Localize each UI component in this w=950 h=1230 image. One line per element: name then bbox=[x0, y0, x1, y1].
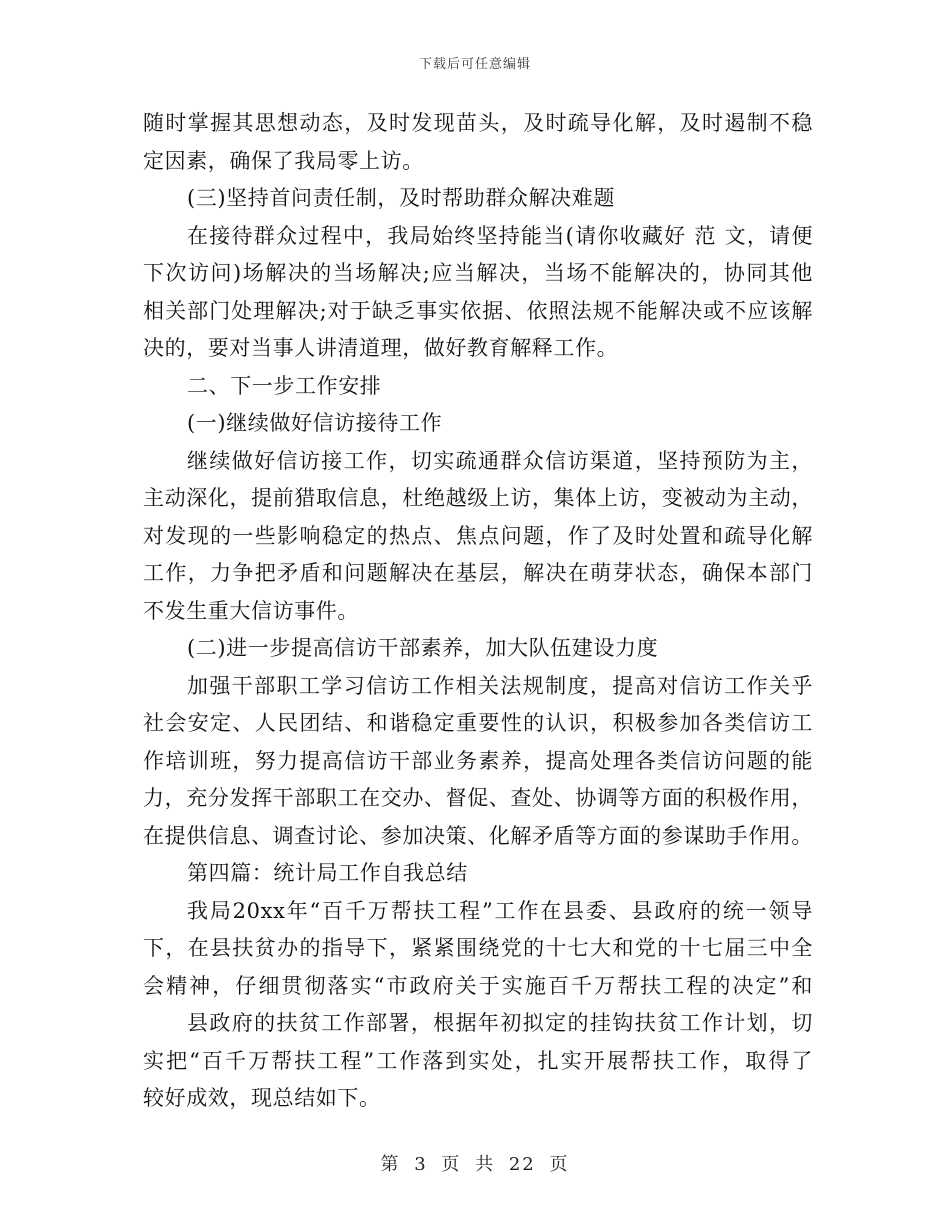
text-line: 下次访问)场解决的当场解决;应当解决，当场不能解决的，协同其他 bbox=[143, 261, 813, 285]
text-line: 下，在县扶贫办的指导下，紧紧围绕党的十七大和党的十七届三中全 bbox=[143, 936, 813, 960]
text-line: 加强干部职工学习信访工作相关法规制度，提高对信访工作关乎 bbox=[187, 673, 813, 698]
text-line: 会精神，仔细贯彻落实“市政府关于实施百千万帮扶工程的决定”和 bbox=[143, 973, 813, 998]
page-header-note: 下载后可任意编辑 bbox=[418, 57, 531, 72]
text-line: 决的，要对当事人讲清道理，做好教育解释工作。 bbox=[143, 336, 619, 360]
text-line: 定因素，确保了我局零上访。 bbox=[143, 148, 424, 173]
text-line: 主动深化，提前猎取信息，杜绝越级上访，集体上访，变被动为主动， bbox=[143, 486, 813, 510]
text-line: 实把“百千万帮扶工程”工作落到实处，扎实开展帮扶工作，取得了 bbox=[143, 1048, 813, 1073]
text-line: 不发生重大信访事件。 bbox=[143, 598, 359, 623]
text-line: 县政府的扶贫工作部署，根据年初拟定的挂钩扶贫工作计划，切 bbox=[187, 1011, 813, 1035]
document-body bbox=[143, 105, 813, 1118]
text-line: 对发现的一些影响稳定的热点、焦点问题，作了及时处置和疏导化解 bbox=[143, 523, 813, 548]
article-title: 第四篇：统计局工作自我总结 bbox=[187, 861, 468, 885]
text-line: 较好成效，现总结如下。 bbox=[143, 1086, 381, 1110]
text-line: 在提供信息、调查讨论、参加决策、化解矛盾等方面的参谋助手作用。 bbox=[143, 823, 813, 848]
text-line: 随时掌握其思想动态，及时发现苗头，及时疏导化解，及时遏制不稳 bbox=[143, 111, 813, 135]
page-number: 第 3 页 共 22 页 bbox=[380, 1154, 570, 1175]
text-line: 继续做好信访接工作，切实疏通群众信访渠道，坚持预防为主， bbox=[187, 448, 813, 473]
section-heading: 二、下一步工作安排 bbox=[187, 373, 382, 398]
section-heading: (一)继续做好信访接待工作 bbox=[187, 411, 443, 435]
text-line: 相关部门处理解决;对于缺乏事实依据、依照法规不能解决或不应该解 bbox=[143, 298, 813, 323]
text-line: 在接待群众过程中，我局始终坚持能当(请你收藏好 范 文，请便 bbox=[187, 223, 813, 248]
text-line: 工作，力争把矛盾和问题解决在基层，解决在萌芽状态，确保本部门 bbox=[143, 561, 813, 585]
text-line: 力，充分发挥干部职工在交办、督促、查处、协调等方面的积极作用， bbox=[143, 786, 813, 810]
text-line: 社会安定、人民团结、和谐稳定重要性的认识，积极参加各类信访工 bbox=[143, 711, 813, 735]
text-line: 作培训班，努力提高信访干部业务素养，提高处理各类信访问题的能 bbox=[143, 748, 813, 773]
section-heading: (三)坚持首问责任制，及时帮助群众解决难题 bbox=[187, 186, 615, 210]
text-line: 我局20xx年“百千万帮扶工程”工作在县委、县政府的统一领导 bbox=[187, 898, 813, 923]
section-heading: (二)进一步提高信访干部素养，加大队伍建设力度 bbox=[187, 636, 659, 660]
